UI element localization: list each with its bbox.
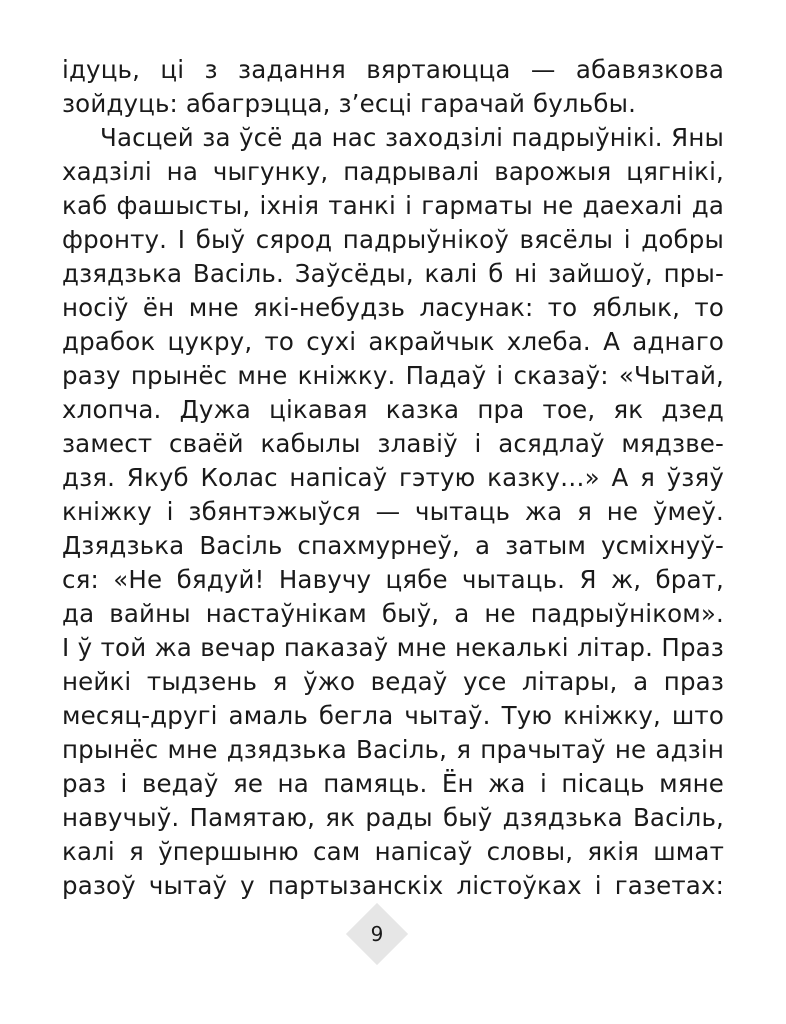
text-line: раз і ведаў яе на памяць. Ён жа і пісаць мяне	[62, 769, 724, 798]
text-line: Часцей за ўсё да нас заходзілі падрыўнікі. Яны	[100, 123, 724, 152]
text-line: ідуць, ці з задання вяртаюцца — абавязкова	[62, 55, 724, 84]
text-line: замест сваёй кабылы злавіў і асядлаў мядзве-	[62, 429, 724, 458]
text-line: зойдуць: абагрэцца, з’есці гарачай бульбы.	[62, 89, 637, 118]
text-line: дзя. Якуб Колас напісаў гэтую казку…» А я ўзяў	[62, 463, 724, 492]
text-line: да вайны настаўнікам быў, а не падрыўніком».	[62, 599, 724, 628]
text-line: навучыў. Памятаю, як рады быў дзядзька Васіль,	[62, 803, 724, 832]
text-line: калі я ўпершыню сам напісаў словы, якія шмат	[62, 837, 724, 866]
page-number-badge	[346, 903, 408, 965]
text-line: прынёс мне дзядзька Васіль, я прачытаў не адзін	[62, 735, 724, 764]
text-line: драбок цукру, то сухі акрайчык хлеба. А аднаго	[62, 327, 724, 356]
text-line: месяц-другі амаль бегла чытаў. Тую кніжку, што	[62, 701, 724, 730]
text-line: дзядзька Васіль. Заўсёды, калі б ні зайшоў, пры-	[62, 259, 724, 288]
text-line: ся: «Не бядуй! Навучу цябе чытаць. Я ж, брат,	[62, 565, 724, 594]
text-line: І ў той жа вечар паказаў мне некалькі літар. Праз	[62, 633, 724, 662]
text-line: фронту. І быў сярод падрыўнікоў вясёлы і добры	[62, 225, 724, 254]
text-line: носіў ён мне які-небудзь ласунак: то яблык, то	[62, 293, 724, 322]
text-line: разоў чытаў у партызанскіх лістоўках і газетах:	[62, 871, 724, 900]
text-line: каб фашысты, іхнія танкі і гарматы не даехалі да	[62, 191, 724, 220]
text-line: разу прынёс мне кніжку. Падаў і сказаў: «Чытай,	[62, 361, 724, 390]
text-line: Дзядзька Васіль спахмурнеў, а затым усміхнуў-	[62, 531, 724, 560]
text-line: хадзілі на чыгунку, падрывалі варожыя цягнікі,	[62, 157, 724, 186]
body-text	[62, 53, 724, 903]
page-number: 9	[370, 922, 384, 946]
text-line: нейкі тыдзень я ўжо ведаў усе літары, а праз	[62, 667, 724, 696]
text-line: кніжку і збянтэжыўся — чытаць жа я не ўмеў.	[62, 497, 724, 526]
text-line: хлопча. Дужа цікавая казка пра тое, як дзед	[62, 395, 724, 424]
